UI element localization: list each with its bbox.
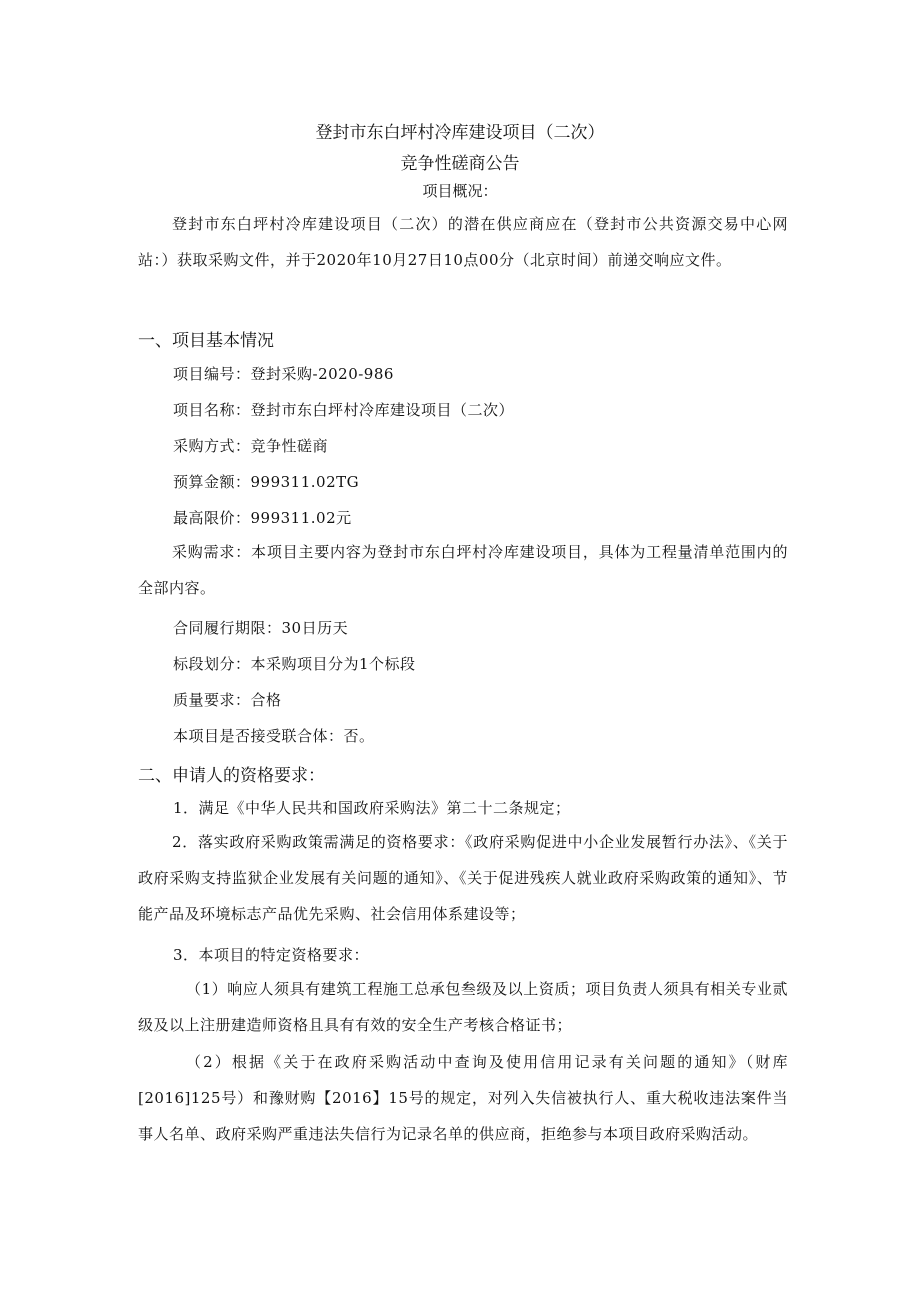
project-name: 项目名称：登封市东白坪村冷库建设项目（二次） [173, 401, 515, 419]
overview-label: 项目概况： [422, 182, 498, 200]
section-heading-basic-info: 一、项目基本情况 [138, 331, 274, 351]
lot-division: 标段划分：本采购项目分为1个标段 [173, 655, 416, 673]
budget-amount: 预算金额：999311.02TG [173, 473, 360, 491]
quality-requirement: 质量要求：合格 [173, 691, 282, 709]
project-number: 项目编号：登封采购-2020-986 [173, 365, 394, 383]
document-title: 登封市东白坪村冷库建设项目（二次） [315, 123, 605, 143]
document-subtitle: 竞争性磋商公告 [400, 154, 520, 174]
contract-period: 合同履行期限：30日历天 [173, 619, 349, 637]
qualification-item-2: 2．落实政府采购政策需满足的资格要求：《政府采购促进中小企业发展暂行办法》、《关于政府采购支持监狱企业发展有关问题的通知》、《关于促进残疾人就业政府采购政策的通知》、节能产品及环境标志产品优先采购、社会信用体系建设等； [138, 833, 788, 923]
max-price: 最高限价：999311.02元 [173, 509, 352, 527]
consortium-acceptance: 本项目是否接受联合体：否。 [173, 727, 375, 745]
procurement-method: 采购方式：竞争性磋商 [173, 437, 329, 455]
specific-qualification-1: （1）响应人须具有建筑工程施工总承包叁级及以上资质；项目负责人须具有相关专业贰级及以上注册建造师资格且具有有效的安全生产考核合格证书； [138, 980, 788, 1034]
overview-paragraph: 登封市东白坪村冷库建设项目（二次）的潜在供应商应在（登封市公共资源交易中心网站：）获取采购文件，并于2020年10月27日10点00分（北京时间）前递交响应文件。 [138, 215, 788, 269]
specific-qualification-2: （2）根据《关于在政府采购活动中查询及使用信用记录有关问题的通知》（财库[2016]125号）和豫财购【2016】15号的规定，对列入失信被执行人、重大税收违法案件当事人名单、政府采购严重违法失信行为记录名单的供应商，拒绝参与本项目政府采购活动。 [138, 1053, 788, 1143]
qualification-item-1: 1．满足《中华人民共和国政府采购法》第二十二条规定； [173, 799, 571, 817]
qualification-item-3: 3．本项目的特定资格要求： [173, 946, 370, 964]
procurement-requirement: 采购需求：本项目主要内容为登封市东白坪村冷库建设项目，具体为工程量清单范围内的全部内容。 [138, 543, 788, 597]
section-heading-qualifications: 二、申请人的资格要求： [138, 766, 325, 786]
